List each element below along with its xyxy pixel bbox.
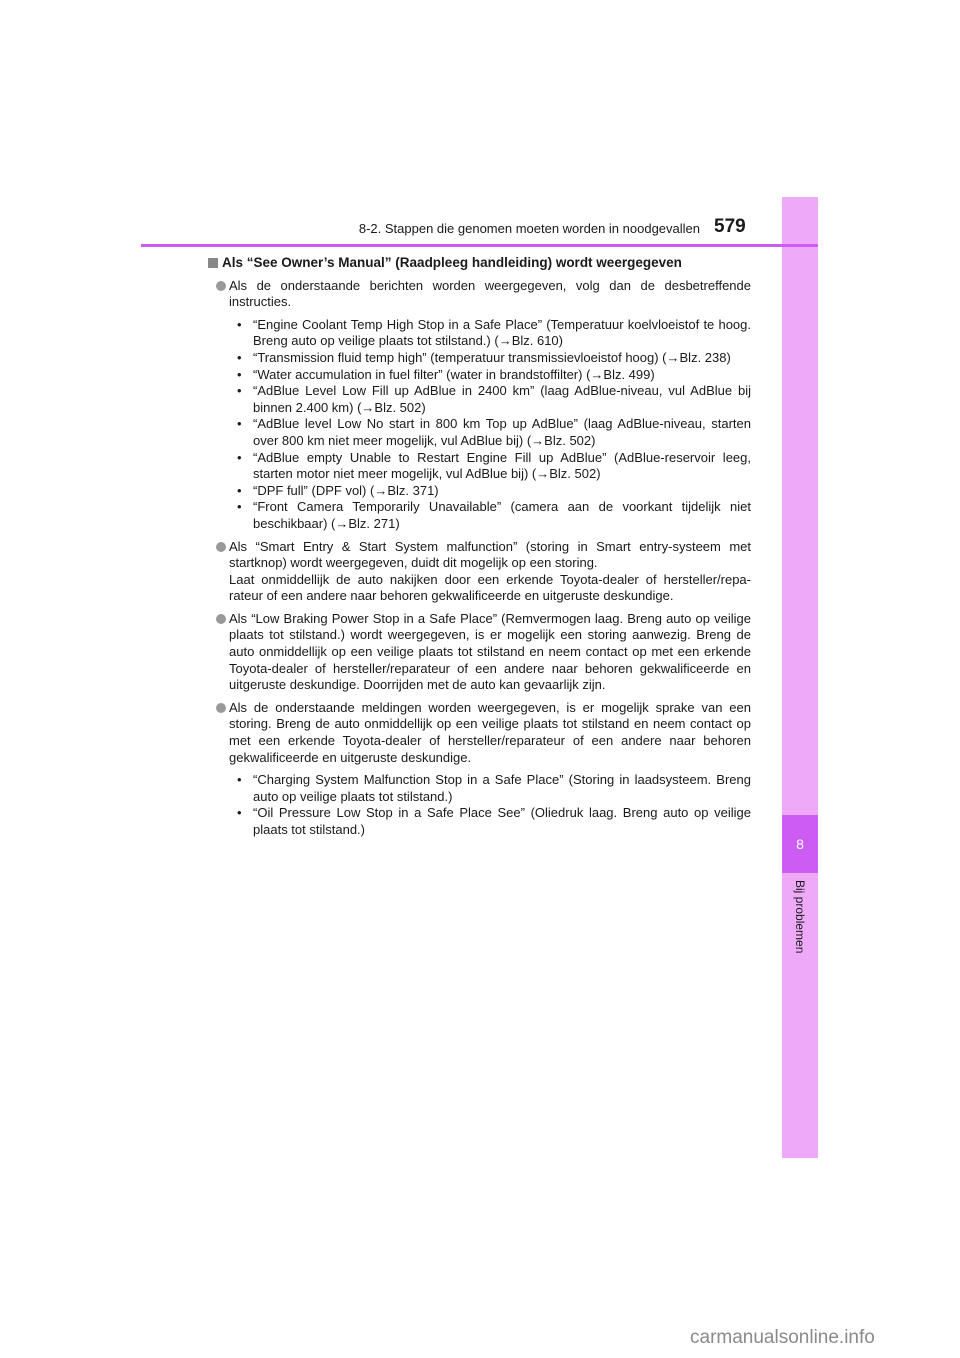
paragraph-text: Als “Smart Entry & Start System malfunction” (storing in Smart entry-systeem met startknop) wordt weergegeven, duidt dit mogelijk op een storing.: [229, 538, 751, 571]
chapter-label: [782, 880, 818, 1000]
list-item-text: “Water accumulation in fuel filter” (water in brandstoffilter) (→Blz. 499): [253, 366, 655, 382]
circle-bullet-icon: [216, 542, 226, 552]
list-item: • “Charging System Malfunction Stop in a Safe Place” (Storing in laadsysteem. Breng auto op veilige plaats tot stilstand.): [237, 772, 751, 804]
circle-bullet-icon: [216, 281, 226, 291]
message-list: [229, 317, 751, 533]
paragraph: [211, 700, 751, 839]
paragraph-text: Als de onderstaande berichten worden weergegeven, volg dan de desbetreffende instructies.: [229, 277, 751, 310]
list-item-text: “AdBlue level Low No start in 800 km Top up AdBlue” (laag AdBlue-niveau, starten over 800 km niet meer mogelijk, vul AdBlue bij) (→Blz. 502): [253, 416, 751, 448]
list-item: • “Engine Coolant Temp High Stop in a Safe Place” (Temperatuur koelvloeistof te hoog. Breng auto op veilige plaats tot stilstand.) (→Blz. 610): [237, 316, 751, 349]
circle-bullet-icon: [216, 703, 226, 713]
list-item-text: “AdBlue Level Low Fill up AdBlue in 2400 km” (laag AdBlue-niveau, vul AdBlue bij binnen 2.400 km) (→Blz. 502): [253, 383, 751, 415]
paragraph-text: Als “Low Braking Power Stop in a Safe Place” (Remvermogen laag. Breng auto op veilige plaats tot stilstand.) wordt weergegeven, is er mogelijk een storing aanwezig. Breng de auto onmiddellijk op een veilige plaats tot stilstand en neem contact op met een erkende Toyota-dealer of hersteller/reparateur of een andere naar behoren gekwalificeerde en uitgeruste deskundige. Doorrijden met de auto kan gevaarlijk zijn.: [229, 610, 751, 693]
chapter-number: 8: [782, 815, 818, 873]
list-item: • “Oil Pressure Low Stop in a Safe Place See” (Oliedruk laag. Breng auto op veilige plaats tot stilstand.): [237, 805, 751, 837]
list-item: • “AdBlue Level Low Fill up AdBlue in 2400 km” (laag AdBlue-niveau, vul AdBlue bij binnen 2.400 km) (→Blz. 502): [237, 383, 751, 415]
section-title: 8-2. Stappen die genomen moeten worden in noodgevallen: [358, 221, 700, 236]
chapter-side-tab: [782, 197, 818, 1158]
list-item-text: “Charging System Malfunction Stop in a Safe Place” (Storing in laadsysteem. Breng auto op veilige plaats tot stilstand.): [253, 772, 751, 804]
page-content: [211, 255, 751, 839]
paragraph-text: Als de onderstaande meldingen worden weergegeven, is er mogelijk sprake van een storing. Breng de auto onmiddellijk op een veilige plaats tot stilstand en neem contact op met een erkende Toyota-dealer of hersteller/reparateur of een andere naar behoren gekwalificeerde en uitgeruste deskundige.: [229, 699, 751, 765]
circle-bullet-icon: [216, 614, 226, 624]
paragraph: [211, 278, 751, 533]
list-item-text: “DPF full” (DPF vol) (→Blz. 371): [253, 482, 439, 498]
list-item-text: “Front Camera Temporarily Unavailable” (camera aan de voorkant tijdelijk niet beschikbaar) (→Blz. 271): [253, 499, 751, 531]
square-bullet-icon: [208, 258, 218, 268]
page-number: 579: [714, 216, 746, 237]
header-divider: [141, 244, 818, 247]
section-heading: [208, 255, 751, 272]
list-item: • “AdBlue empty Unable to Restart Engine Fill up AdBlue” (AdBlue-reservoir leeg, starten motor niet meer mogelijk, vul AdBlue bij) (→Blz. 502): [237, 449, 751, 482]
paragraph-text: Laat onmiddellijk de auto nakijken door een erkende Toyota-dealer of hersteller/repa-rateur of een andere naar behoren gekwalificeerde en uitgeruste deskundige.: [229, 571, 751, 604]
list-item-text: “Oil Pressure Low Stop in a Safe Place See” (Oliedruk laag. Breng auto op veilige plaats tot stilstand.): [253, 805, 751, 837]
paragraph: [211, 539, 751, 605]
message-list: [229, 772, 751, 838]
list-item: • “DPF full” (DPF vol) (→Blz. 371): [237, 482, 439, 498]
chapter-label-text: Bij problemen: [793, 880, 807, 954]
paragraph: [211, 611, 751, 694]
list-item-text: “AdBlue empty Unable to Restart Engine Fill up AdBlue” (AdBlue-reservoir leeg, starten motor niet meer mogelijk, vul AdBlue bij) (→Blz. 502): [253, 449, 751, 482]
watermark: carmanualsonline.info: [690, 1327, 875, 1348]
list-item: • “Front Camera Temporarily Unavailable” (camera aan de voorkant tijdelijk niet beschikbaar) (→Blz. 271): [237, 499, 751, 531]
list-item: • “Transmission fluid temp high” (temperatuur transmissievloeistof hoog) (→Blz. 238): [237, 349, 731, 365]
list-item-text: “Engine Coolant Temp High Stop in a Safe Place” (Temperatuur koelvloeistof te hoog. Breng auto op veilige plaats tot stilstand.) (→Blz. 610): [253, 316, 751, 349]
list-item: • “Water accumulation in fuel filter” (water in brandstoffilter) (→Blz. 499): [237, 366, 655, 382]
section-heading-text: Als “See Owner’s Manual” (Raadpleeg handleiding) wordt weergegeven: [222, 255, 682, 270]
list-item-text: “Transmission fluid temp high” (temperatuur transmissievloeistof hoog) (→Blz. 238): [253, 349, 731, 365]
list-item: • “AdBlue level Low No start in 800 km Top up AdBlue” (laag AdBlue-niveau, starten over 800 km niet meer mogelijk, vul AdBlue bij) (→Blz. 502): [237, 416, 751, 448]
